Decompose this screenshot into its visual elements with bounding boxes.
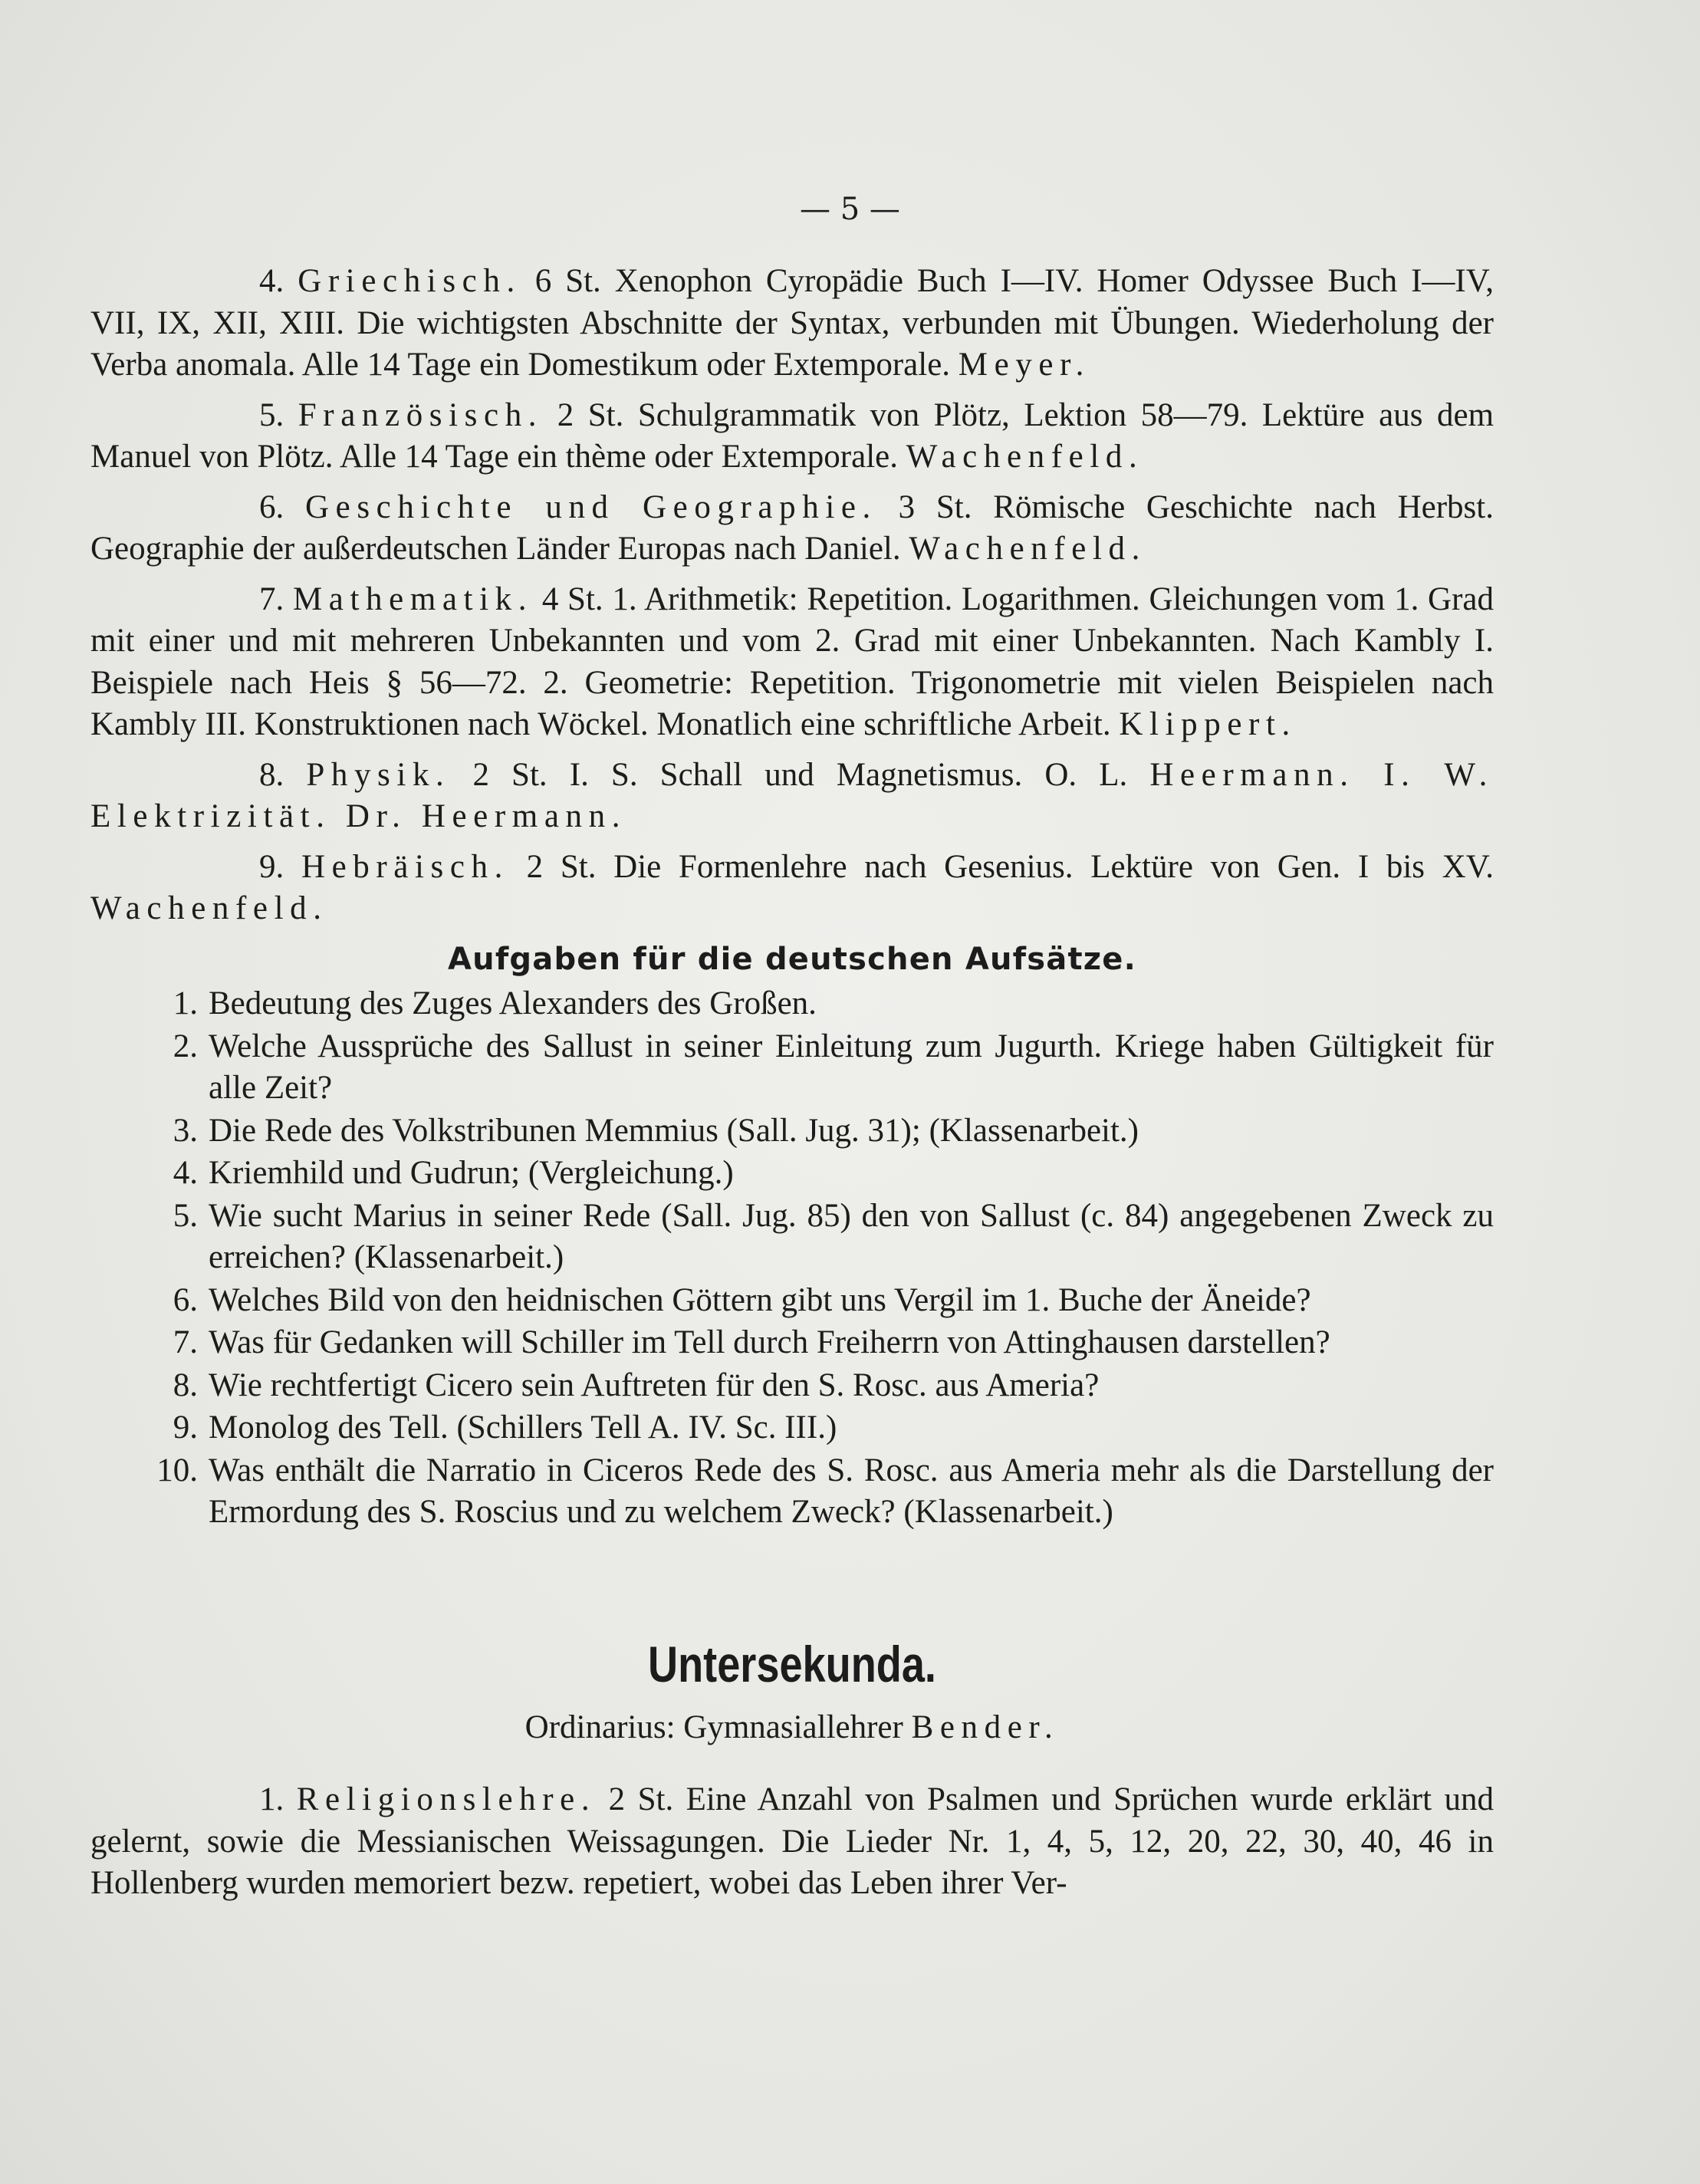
topic-text: Kriemhild und Gudrun; (Vergleichung.) xyxy=(209,1155,734,1191)
topic-text: Monolog des Tell. (Schillers Tell A. IV. Sc. III.) xyxy=(209,1409,837,1446)
topic-number: 3. xyxy=(173,1112,198,1149)
paragraph-text: 4 St. 1. Arithmetik: Repetition. Logarithmen. Gleichungen vom 1. Grad mit einer und mit mehreren Unbekannten und vom 2. Grad mit einer Unbekannten. Nach Kambly I. Beispiele nach Heis § 56—72. 2. Geometrie: Repetition. Trigonometrie mit vielen Beispielen nach Kambly III. Konstruktionen nach Wöckel. Monatlich eine schriftliche Arbeit. xyxy=(90,581,1494,742)
paragraph-text: 2 St. Die Formenlehre nach Gesenius. Lektüre von Gen. I bis XV. xyxy=(509,848,1494,885)
topic-number: 2. xyxy=(173,1028,198,1064)
topic-text: Welche Aussprüche des Sallust in seiner Einleitung zum Jugurth. Kriege haben Gültigkeit für alle Zeit? xyxy=(209,1028,1494,1106)
essay-topic xyxy=(90,1280,1494,1322)
essay-topic xyxy=(90,1365,1494,1407)
topic-number: 9. xyxy=(173,1409,198,1446)
paragraph-geschichte xyxy=(90,487,1494,571)
topic-number: 8. xyxy=(173,1367,198,1403)
essay-topic xyxy=(90,1196,1494,1279)
topic-text: Wie rechtfertigt Cicero sein Auftreten für den S. Rosc. aus Ameria? xyxy=(209,1367,1100,1403)
topic-number: 5. xyxy=(173,1197,198,1234)
teacher-name: Klippert. xyxy=(1119,706,1297,742)
paragraph-mathematik xyxy=(90,579,1494,746)
ordinarius-label: Ordinarius: Gymnasiallehrer xyxy=(524,1709,912,1745)
essay-topic xyxy=(90,1153,1494,1195)
subject-name: Physik. xyxy=(306,756,451,793)
essay-topic xyxy=(90,1407,1494,1449)
paragraph-text: 2 St. Eine Anzahl von Psalmen und Sprüchen wurde erklärt und gelernt, sowie die Messianischen Weissagungen. Die Lieder Nr. 1, 4, 5, 12, 20, 22, 30, 40, 46 in Hollenberg wurden memoriert bezw. repetiert, wobei das Leben ihrer Ver- xyxy=(90,1781,1494,1901)
ordinarius-line xyxy=(90,1707,1494,1749)
paragraph-text: 2 St. I. S. Schall und Magnetismus. O. L. xyxy=(450,756,1150,793)
subject-name: Geschichte und Geographie. xyxy=(304,488,877,525)
page-number: — 5 — xyxy=(800,192,900,227)
essay-topic xyxy=(90,1322,1494,1364)
subject-name: Französisch. xyxy=(298,396,544,433)
item-number: 4. xyxy=(259,263,298,299)
topic-text: Bedeutung des Zuges Alexanders des Großen. xyxy=(209,985,817,1021)
paragraph-text: 6 St. Xenophon Cyropädie Buch I—IV. Homer Odyssee Buch I—IV, VII, IX, XII, XIII. Die wichtigsten Abschnitte der Syntax, verbunden mit Übungen. Wiederholung der Verba anomala. Alle 14 Tage ein Domestikum oder Extemporale. xyxy=(90,263,1494,383)
subject-name: Griechisch. xyxy=(298,263,521,299)
teacher-name: Meyer. xyxy=(958,347,1090,383)
item-number: 7. xyxy=(259,581,293,617)
paragraph-physik xyxy=(90,755,1494,838)
ordinarius-name: Bender. xyxy=(911,1709,1060,1745)
paragraph-griechisch xyxy=(90,261,1494,386)
essay-topic xyxy=(90,983,1494,1025)
page-body xyxy=(90,261,1494,1913)
item-number: 8. xyxy=(259,756,307,793)
topic-number: 1. xyxy=(173,985,198,1021)
subject-name: Religionslehre. xyxy=(296,1781,597,1817)
item-number: 9. xyxy=(259,848,301,885)
item-number: 6. xyxy=(259,488,305,525)
paragraph-religionslehre xyxy=(90,1779,1494,1905)
essay-heading: Aufgaben für die deutschen Aufsätze. xyxy=(447,941,1136,977)
topic-text: Wie sucht Marius in seiner Rede (Sall. Jug. 85) den von Sallust (c. 84) angegebenen Zweck zu erreichen? (Klassenarbeit.) xyxy=(209,1197,1494,1275)
teacher-name: Heermann. I. W. Elektrizität. Dr. Heermann. xyxy=(90,756,1494,834)
essay-topic xyxy=(90,1026,1494,1110)
paragraph-text: 3 St. Römische Geschichte nach Herbst. Geographie der außerdeutschen Länder Europas nach Daniel. xyxy=(90,488,1494,567)
paragraph-text: 2 St. Schulgrammatik von Plötz, Lektion 58—79. Lektüre aus dem Manuel von Plötz. Alle 14 Tage ein thème oder Extemporale. xyxy=(90,396,1494,475)
topic-number: 7. xyxy=(173,1324,198,1360)
essay-topic xyxy=(90,1110,1494,1153)
topic-number: 6. xyxy=(173,1281,198,1318)
item-number: 5. xyxy=(259,396,298,433)
topic-text: Was enthält die Narratio in Ciceros Rede des S. Rosc. aus Ameria mehr als die Darstellung der Ermordung des S. Roscius und zu welchem Zweck? (Klassenarbeit.) xyxy=(209,1452,1494,1530)
topic-text: Welches Bild von den heidnischen Göttern gibt uns Vergil im 1. Buche der Äneide? xyxy=(209,1281,1311,1318)
item-number: 1. xyxy=(259,1781,297,1817)
paragraph-franzoesisch xyxy=(90,395,1494,479)
teacher-name: Wachenfeld. xyxy=(909,531,1146,567)
section-title: Untersekunda. xyxy=(648,1635,936,1692)
teacher-name: Wachenfeld. xyxy=(90,890,328,926)
essay-topic-list xyxy=(90,983,1494,1534)
topic-number: 4. xyxy=(173,1155,198,1191)
subject-name: Mathematik. xyxy=(292,581,534,617)
essay-topic xyxy=(90,1450,1494,1534)
paragraph-hebraeisch xyxy=(90,847,1494,930)
topic-number: 10. xyxy=(156,1452,198,1488)
topic-text: Was für Gedanken will Schiller im Tell durch Freiherrn von Attinghausen darstellen? xyxy=(209,1324,1330,1360)
teacher-name: Wachenfeld. xyxy=(906,439,1144,475)
subject-name: Hebräisch. xyxy=(301,848,509,885)
topic-text: Die Rede des Volkstribunen Memmius (Sall. Jug. 31); (Klassenarbeit.) xyxy=(209,1112,1139,1149)
